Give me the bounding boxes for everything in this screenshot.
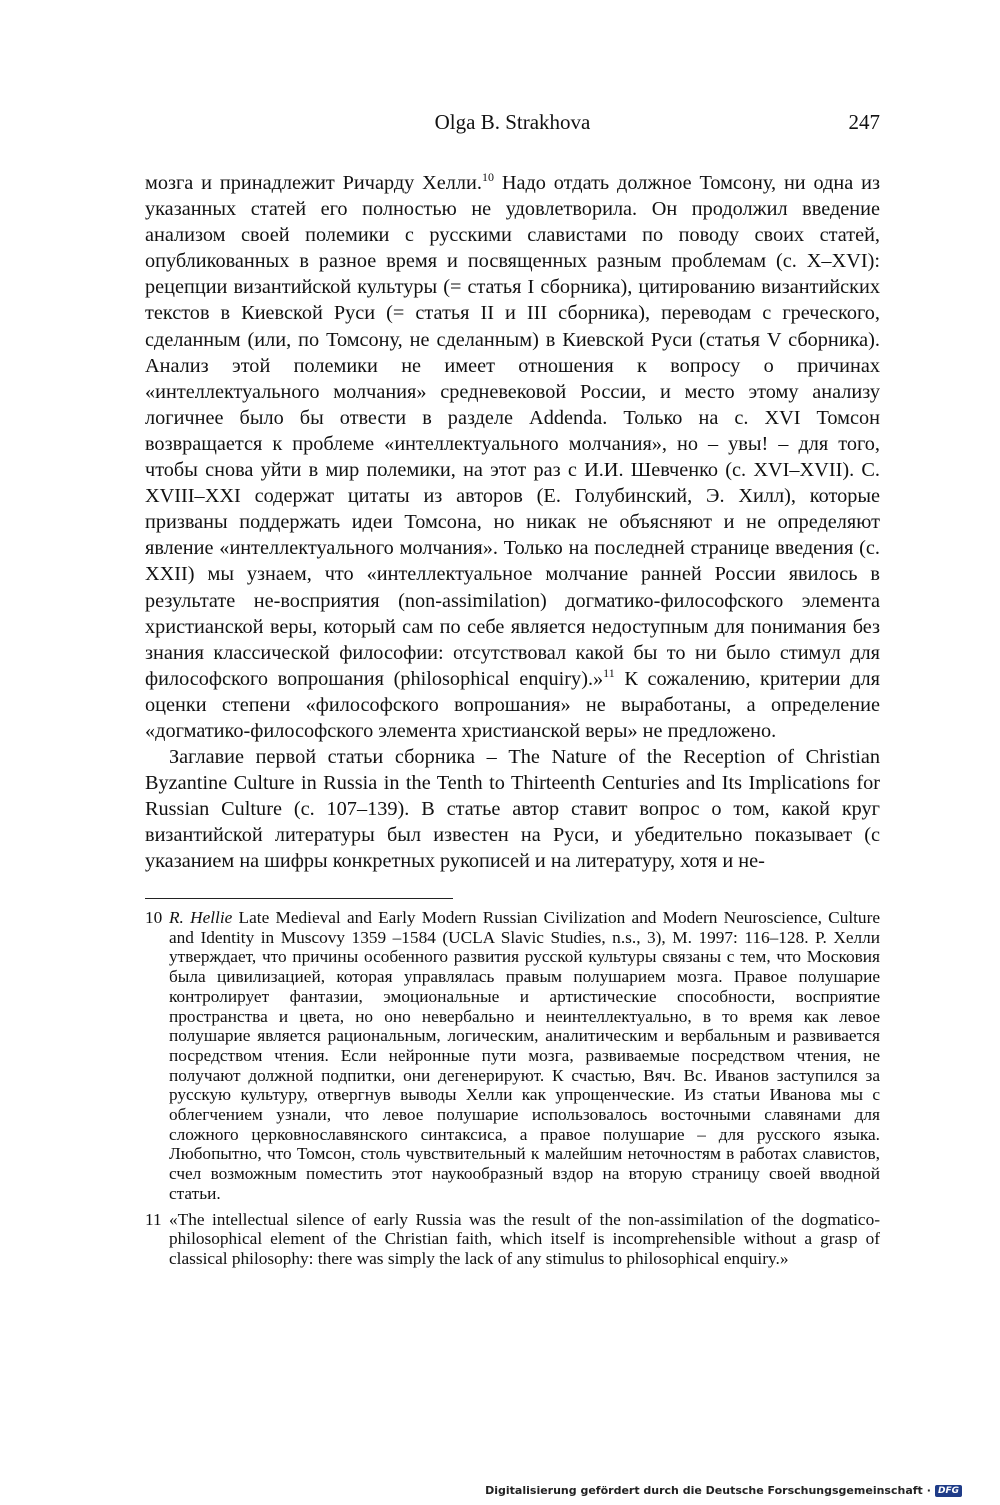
paragraph-text: Надо отдать должное Томсону, ни одна из указанных статей его полностью не удовлетворила. Он продолжил введение анализом своей полемики с русскими славистами по поводу своих статей, опубликованных в разное время и посвященных разным проблемам (с. X–XVI): рецепции византийской культуры (= статья I сборника), цитированию византийских текстов в Киевской Руси (= статья II и III сборника), переводам с греческого, сделанным (или, по Томсону, не сделанным) в Киевской Руси (статья V сборника). Анализ этой полемики не имеет отношения к вопросу о причинах «интеллектуального молчания» средневековой России, и место этому анализу логичнее было бы отвести в разделе Addenda. Только на с. XVI Томсон возвращается к проблеме «интеллектуального молчания», но – увы! – для того, чтобы снова уйти в мир полемики, на этот раз с И.И. Шевченко (с. XVI–XVII). С. XVIII–XXI содержат цитаты из авторов (Е. Голубинский, Э. Хилл), которые призваны поддержать идеи Томсона, но никак не объясняют и не определяют явление «интеллектуального молчания». Только на последней странице введения (с. XXII) мы узнаем, что «интеллектуальное молчание ранней России явилось в результате не-восприятия (non-assimilation) догматико-философского элемента христианской веры, который сам по себе является недоступным для понимания без знания классической философии: отсутствовал какой бы то ни было стимул для философского вопрошания (philosophical enquiry).» [145, 172, 880, 690]
footnote-number: 11 [145, 1209, 162, 1229]
page-header [145, 110, 880, 140]
paragraph-text: мозга и принадлежит Ричарду Хелли. [145, 172, 482, 194]
footnote [145, 908, 880, 1204]
paragraph-text: К сожалению, критерии для оценки степени «философского вопрошания» не выработаны, а определение «догматико-философского элемента христианской веры» не предложено. [145, 667, 880, 742]
page-number: 247 [848, 110, 880, 134]
footnote-body: Late Medieval and Early Modern Russian Civilization and Modern Neuroscience, Culture and Identity in Muscovy 1359 –1584 (UCLA Slavic Studies, n.s., 3), M. 1997: 116–128. Р. Хелли утверждает, что причины особенного развития русской культуры связаны с тем, что Московия была цивилизацией, которая управлялась правым полушарием мозга. Правое полушарие контролирует фантазии, эмоциональные и артистические способности, восприятие пространства и цвета, но оно невербально и неинтеллектуально, в то время как левое полушарие является рациональным, логическим, аналитическим и вербальным и развивается посредством чтения. Если нейронные пути мозга, развиваемые посредством чтения, не получают должной подпитки, они дегенерируют. К счастью, Вяч. Вс. Иванов заступился за русскую культуру, отвергнув выводы Хелли как упрощенческие. Из статьи Иванова мы с облегчением узнали, что левое полушарие использовалось восточными славянами для сложного церковнославянского синтаксиса, а правое полушарие – для русского языка. Любопытно, что Томсон, столь чувствительный к малейшим неточностям в работах славистов, счел возможным поместить этот наукообразный вздор на вторую страницу своей вводной статьи. [169, 908, 881, 1203]
paragraph: Заглавие первой статьи сборника – The Nature of the Reception of Christian Byzantine Culture in Russia in the Tenth to Thirteenth Centuries and Its Implications for Russian Culture (c. 107–139). В статье автор ставит вопрос о том, какой круг византийской литературы был известен на Руси, и убедительно показывает (с указанием на шифры конкретных рукописей и на литературу, хотя и не- [145, 746, 880, 873]
body-text [145, 170, 880, 875]
running-head: Olga B. Strakhova [434, 110, 591, 134]
footnote-reference: 11 [603, 666, 615, 681]
footnotes [145, 908, 880, 1275]
paragraph [145, 170, 880, 744]
digitization-note: Digitalisierung gefördert durch die Deutsche Forschungsgemeinschaft · DFG [485, 1484, 962, 1497]
digitization-text: Digitalisierung gefördert durch die Deutsche Forschungsgemeinschaft [485, 1484, 923, 1497]
footnote-text [169, 1210, 880, 1269]
footnote [145, 1210, 880, 1269]
footnote-author: R. Hellie [169, 908, 233, 927]
dfg-logo-icon: DFG [935, 1485, 962, 1497]
footnote-separator [145, 898, 453, 899]
footnote-body: «The intellectual silence of early Russia was the result of the non-assimilation of the dogmatico-philosophical element of the Christian faith, which itself is incomprehensible without a grasp of classical philosophy: there was simply the lack of any stimulus to philosophical enquiry.» [169, 1209, 880, 1268]
footnote-reference: 10 [481, 170, 494, 185]
footnote-number: 10 [145, 908, 163, 927]
footnote-text [169, 908, 880, 1204]
